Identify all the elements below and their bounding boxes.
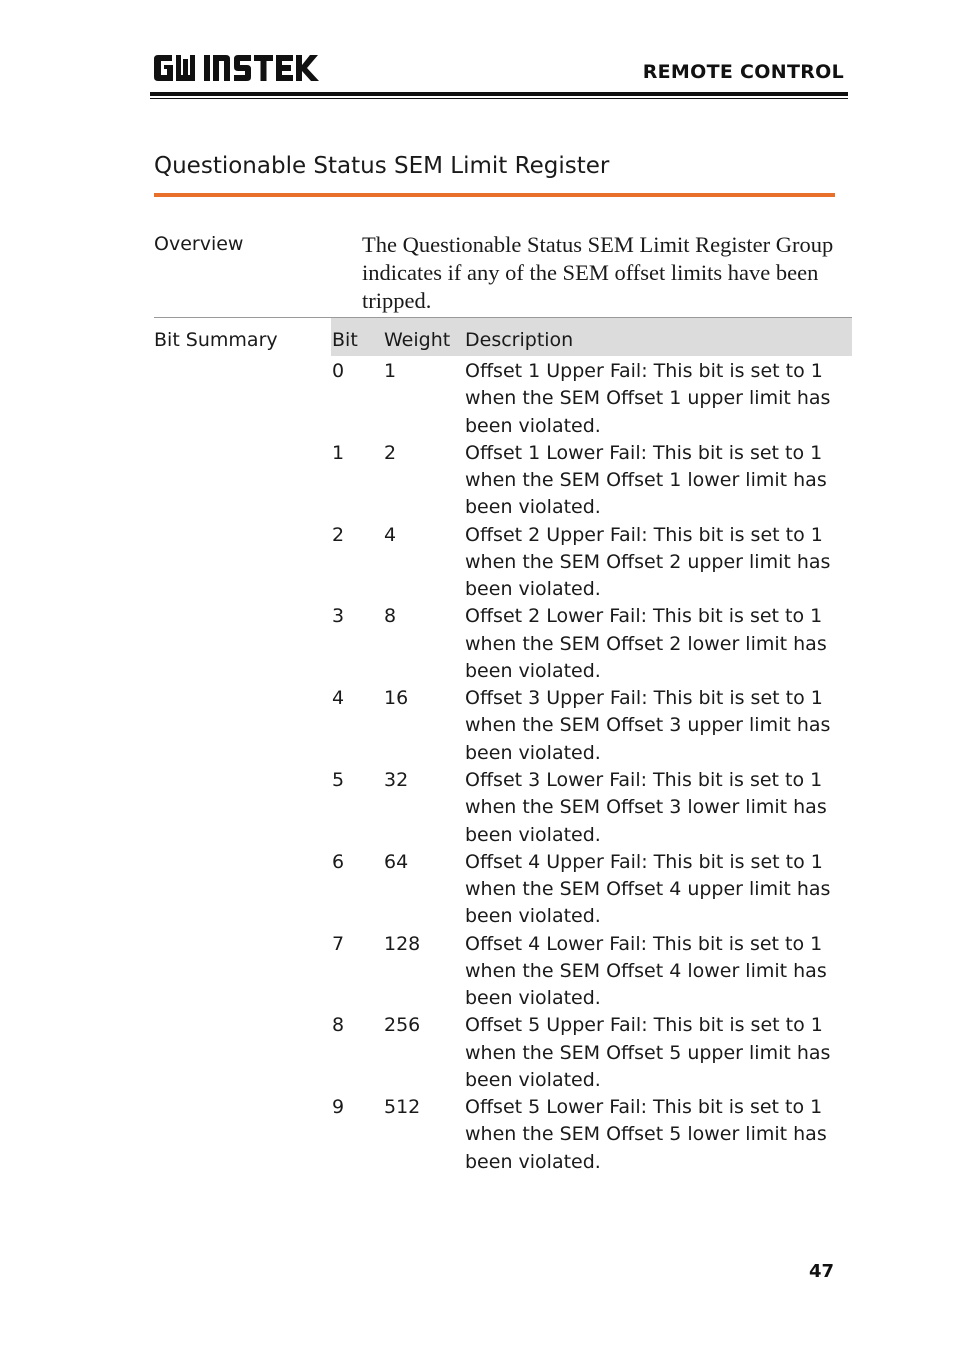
bit-summary-label: Bit Summary	[154, 329, 278, 351]
bit-cell: 4	[332, 687, 345, 710]
table-row	[331, 645, 852, 764]
table-row	[331, 809, 852, 928]
weight-cell: 1	[384, 360, 397, 382]
weight-cell: 2	[384, 441, 397, 464]
page-header	[150, 55, 848, 101]
description-cell: Offset 5 Upper Fail: This bit is set to 1 when the SEM Offset 5 upper limit has been violated.	[465, 1014, 831, 1091]
bit-cell: 8	[332, 1014, 345, 1037]
table-body	[331, 318, 852, 1173]
table-row	[331, 400, 852, 519]
weight-cell: 32	[384, 768, 409, 791]
weight-cell: 256	[384, 1014, 421, 1037]
column-header-description: Description	[465, 329, 574, 351]
description-cell: Offset 4 Upper Fail: This bit is set to 1 when the SEM Offset 4 upper limit has been violated.	[465, 850, 831, 928]
bit-cell: 1	[332, 441, 345, 464]
weight-cell: 128	[384, 932, 421, 955]
bit-cell: 6	[332, 850, 345, 873]
weight-cell: 4	[384, 523, 397, 546]
bit-cell: 3	[332, 605, 345, 628]
table-row	[331, 482, 852, 601]
header-rule	[150, 92, 848, 96]
table-row	[331, 727, 852, 846]
page-number: 47	[808, 1261, 834, 1282]
overview-text: The Questionable Status SEM Limit Register Group indicates if any of the SEM offset limits have been tripped.	[362, 232, 834, 313]
bit-cell: 0	[332, 360, 345, 382]
bit-cell: 2	[332, 523, 345, 546]
table-row	[331, 891, 852, 1010]
description-cell: Offset 3 Lower Fail: This bit is set to 1 when the SEM Offset 3 lower limit has been violated.	[465, 768, 827, 846]
column-header-weight: Weight	[384, 329, 451, 351]
gw-instek-logo	[154, 55, 324, 83]
table-row	[331, 563, 852, 682]
bit-cell: 9	[332, 1096, 345, 1119]
description-cell: Offset 5 Lower Fail: This bit is set to 1 when the SEM Offset 5 lower limit has been violated.	[465, 1096, 827, 1173]
bit-cell: 5	[332, 768, 345, 791]
description-cell: Offset 2 Upper Fail: This bit is set to 1 when the SEM Offset 2 upper limit has been violated.	[465, 523, 831, 601]
weight-cell: 64	[384, 850, 409, 873]
bit-summary-table	[331, 318, 852, 1173]
section-title: Questionable Status SEM Limit Register	[154, 153, 610, 179]
column-header-bit: Bit	[332, 329, 358, 351]
weight-cell: 16	[384, 687, 409, 710]
table-row	[331, 1054, 852, 1173]
weight-cell: 512	[384, 1096, 421, 1119]
description-cell: Offset 1 Lower Fail: This bit is set to 1 when the SEM Offset 1 lower limit has been violated.	[465, 441, 827, 519]
table-row	[331, 972, 852, 1091]
table-row	[331, 318, 852, 437]
header-rule-thin	[150, 98, 848, 99]
description-cell: Offset 2 Lower Fail: This bit is set to 1 when the SEM Offset 2 lower limit has been violated.	[465, 605, 827, 682]
description-cell: Offset 3 Upper Fail: This bit is set to 1 when the SEM Offset 3 upper limit has been violated.	[465, 687, 831, 764]
description-cell: Offset 1 Upper Fail: This bit is set to 1 when the SEM Offset 1 upper limit has been violated.	[465, 360, 831, 437]
bit-cell: 7	[332, 932, 345, 955]
overview-label: Overview	[154, 233, 244, 255]
weight-cell: 8	[384, 605, 397, 628]
section-title-rule	[154, 193, 835, 197]
description-cell: Offset 4 Lower Fail: This bit is set to 1 when the SEM Offset 4 lower limit has been violated.	[465, 932, 827, 1010]
header-section-title: REMOTE CONTROL	[642, 61, 844, 83]
